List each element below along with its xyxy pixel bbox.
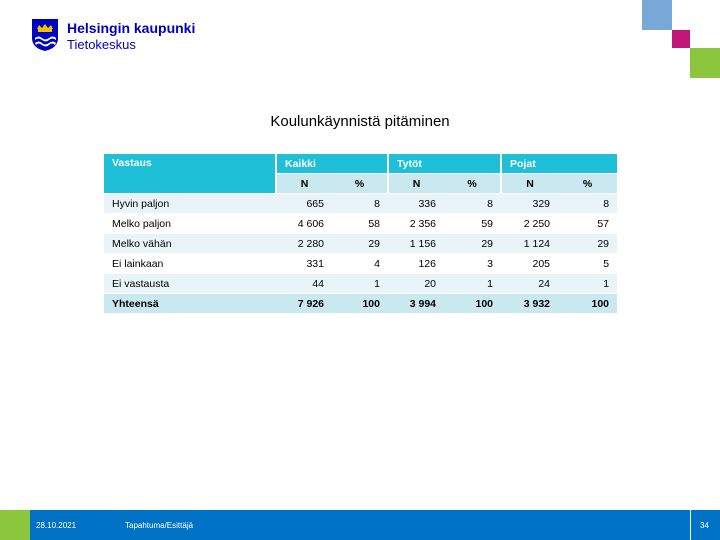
table-cell: 100 <box>444 294 501 314</box>
statistics-table <box>104 154 617 314</box>
table-row <box>104 234 617 254</box>
decor-lightblue-square <box>642 0 672 30</box>
row-label: Hyvin paljon <box>104 194 276 214</box>
table-cell: 100 <box>332 294 388 314</box>
helsinki-logo <box>30 18 220 54</box>
table-cell: 59 <box>444 214 501 234</box>
table-cell: 29 <box>444 234 501 254</box>
footer-bar <box>0 510 720 540</box>
table-cell: 29 <box>332 234 388 254</box>
footer-divider <box>690 510 691 540</box>
table-cell: 3 994 <box>388 294 444 314</box>
row-label: Yhteensä <box>104 294 276 314</box>
slide-title: Koulunkäynnistä pitäminen <box>270 113 450 130</box>
header-kaikki: Kaikki <box>276 154 388 174</box>
table-cell: 1 <box>332 274 388 294</box>
footer-green-block <box>0 510 30 540</box>
table-cell: 57 <box>558 214 617 234</box>
table-cell: 2 356 <box>388 214 444 234</box>
table-row <box>104 274 617 294</box>
table-cell: 205 <box>501 254 558 274</box>
decor-green-square <box>690 48 720 78</box>
row-label: Ei lainkaan <box>104 254 276 274</box>
table-cell: 8 <box>558 194 617 214</box>
header-tytot: Tytöt <box>388 154 501 174</box>
footer-date: 28.10.2021 <box>36 521 77 530</box>
org-unit: Tietokeskus <box>67 37 136 52</box>
table-cell: 1 156 <box>388 234 444 254</box>
row-label: Melko vähän <box>104 234 276 254</box>
table-cell: 5 <box>558 254 617 274</box>
table-cell: 8 <box>444 194 501 214</box>
subheader-cell: % <box>558 174 617 194</box>
table-cell: 331 <box>276 254 332 274</box>
table-cell: 7 926 <box>276 294 332 314</box>
table-cell: 100 <box>558 294 617 314</box>
table-cell: 1 124 <box>501 234 558 254</box>
table-row <box>104 194 617 214</box>
footer-event: Tapahtuma/Esittäjä <box>125 521 194 530</box>
table-total-row <box>104 294 617 314</box>
table-cell: 3 <box>444 254 501 274</box>
table-cell: 58 <box>332 214 388 234</box>
helsinki-crest-icon <box>30 18 60 52</box>
table-cell: 4 <box>332 254 388 274</box>
table-cell: 4 606 <box>276 214 332 234</box>
table-cell: 20 <box>388 274 444 294</box>
table-cell: 2 280 <box>276 234 332 254</box>
row-label: Ei vastausta <box>104 274 276 294</box>
header-vastaus: Vastaus <box>104 154 276 194</box>
table-cell: 3 932 <box>501 294 558 314</box>
table-cell: 665 <box>276 194 332 214</box>
table-cell: 1 <box>558 274 617 294</box>
header-pojat: Pojat <box>501 154 617 174</box>
decor-magenta-square <box>672 30 690 48</box>
page-number: 34 <box>700 521 709 530</box>
org-name: Helsingin kaupunki <box>67 20 196 36</box>
subheader-cell: % <box>332 174 388 194</box>
table-cell: 24 <box>501 274 558 294</box>
row-label: Melko paljon <box>104 214 276 234</box>
table-row <box>104 254 617 274</box>
subheader-cell: N <box>501 174 558 194</box>
table-cell: 29 <box>558 234 617 254</box>
table-cell: 2 250 <box>501 214 558 234</box>
table-header-row <box>104 154 617 174</box>
table-cell: 1 <box>444 274 501 294</box>
table-cell: 336 <box>388 194 444 214</box>
subheader-cell: N <box>388 174 444 194</box>
table-cell: 8 <box>332 194 388 214</box>
subheader-cell: % <box>444 174 501 194</box>
subheader-cell: N <box>276 174 332 194</box>
table-cell: 329 <box>501 194 558 214</box>
table-cell: 44 <box>276 274 332 294</box>
table-cell: 126 <box>388 254 444 274</box>
table-row <box>104 214 617 234</box>
